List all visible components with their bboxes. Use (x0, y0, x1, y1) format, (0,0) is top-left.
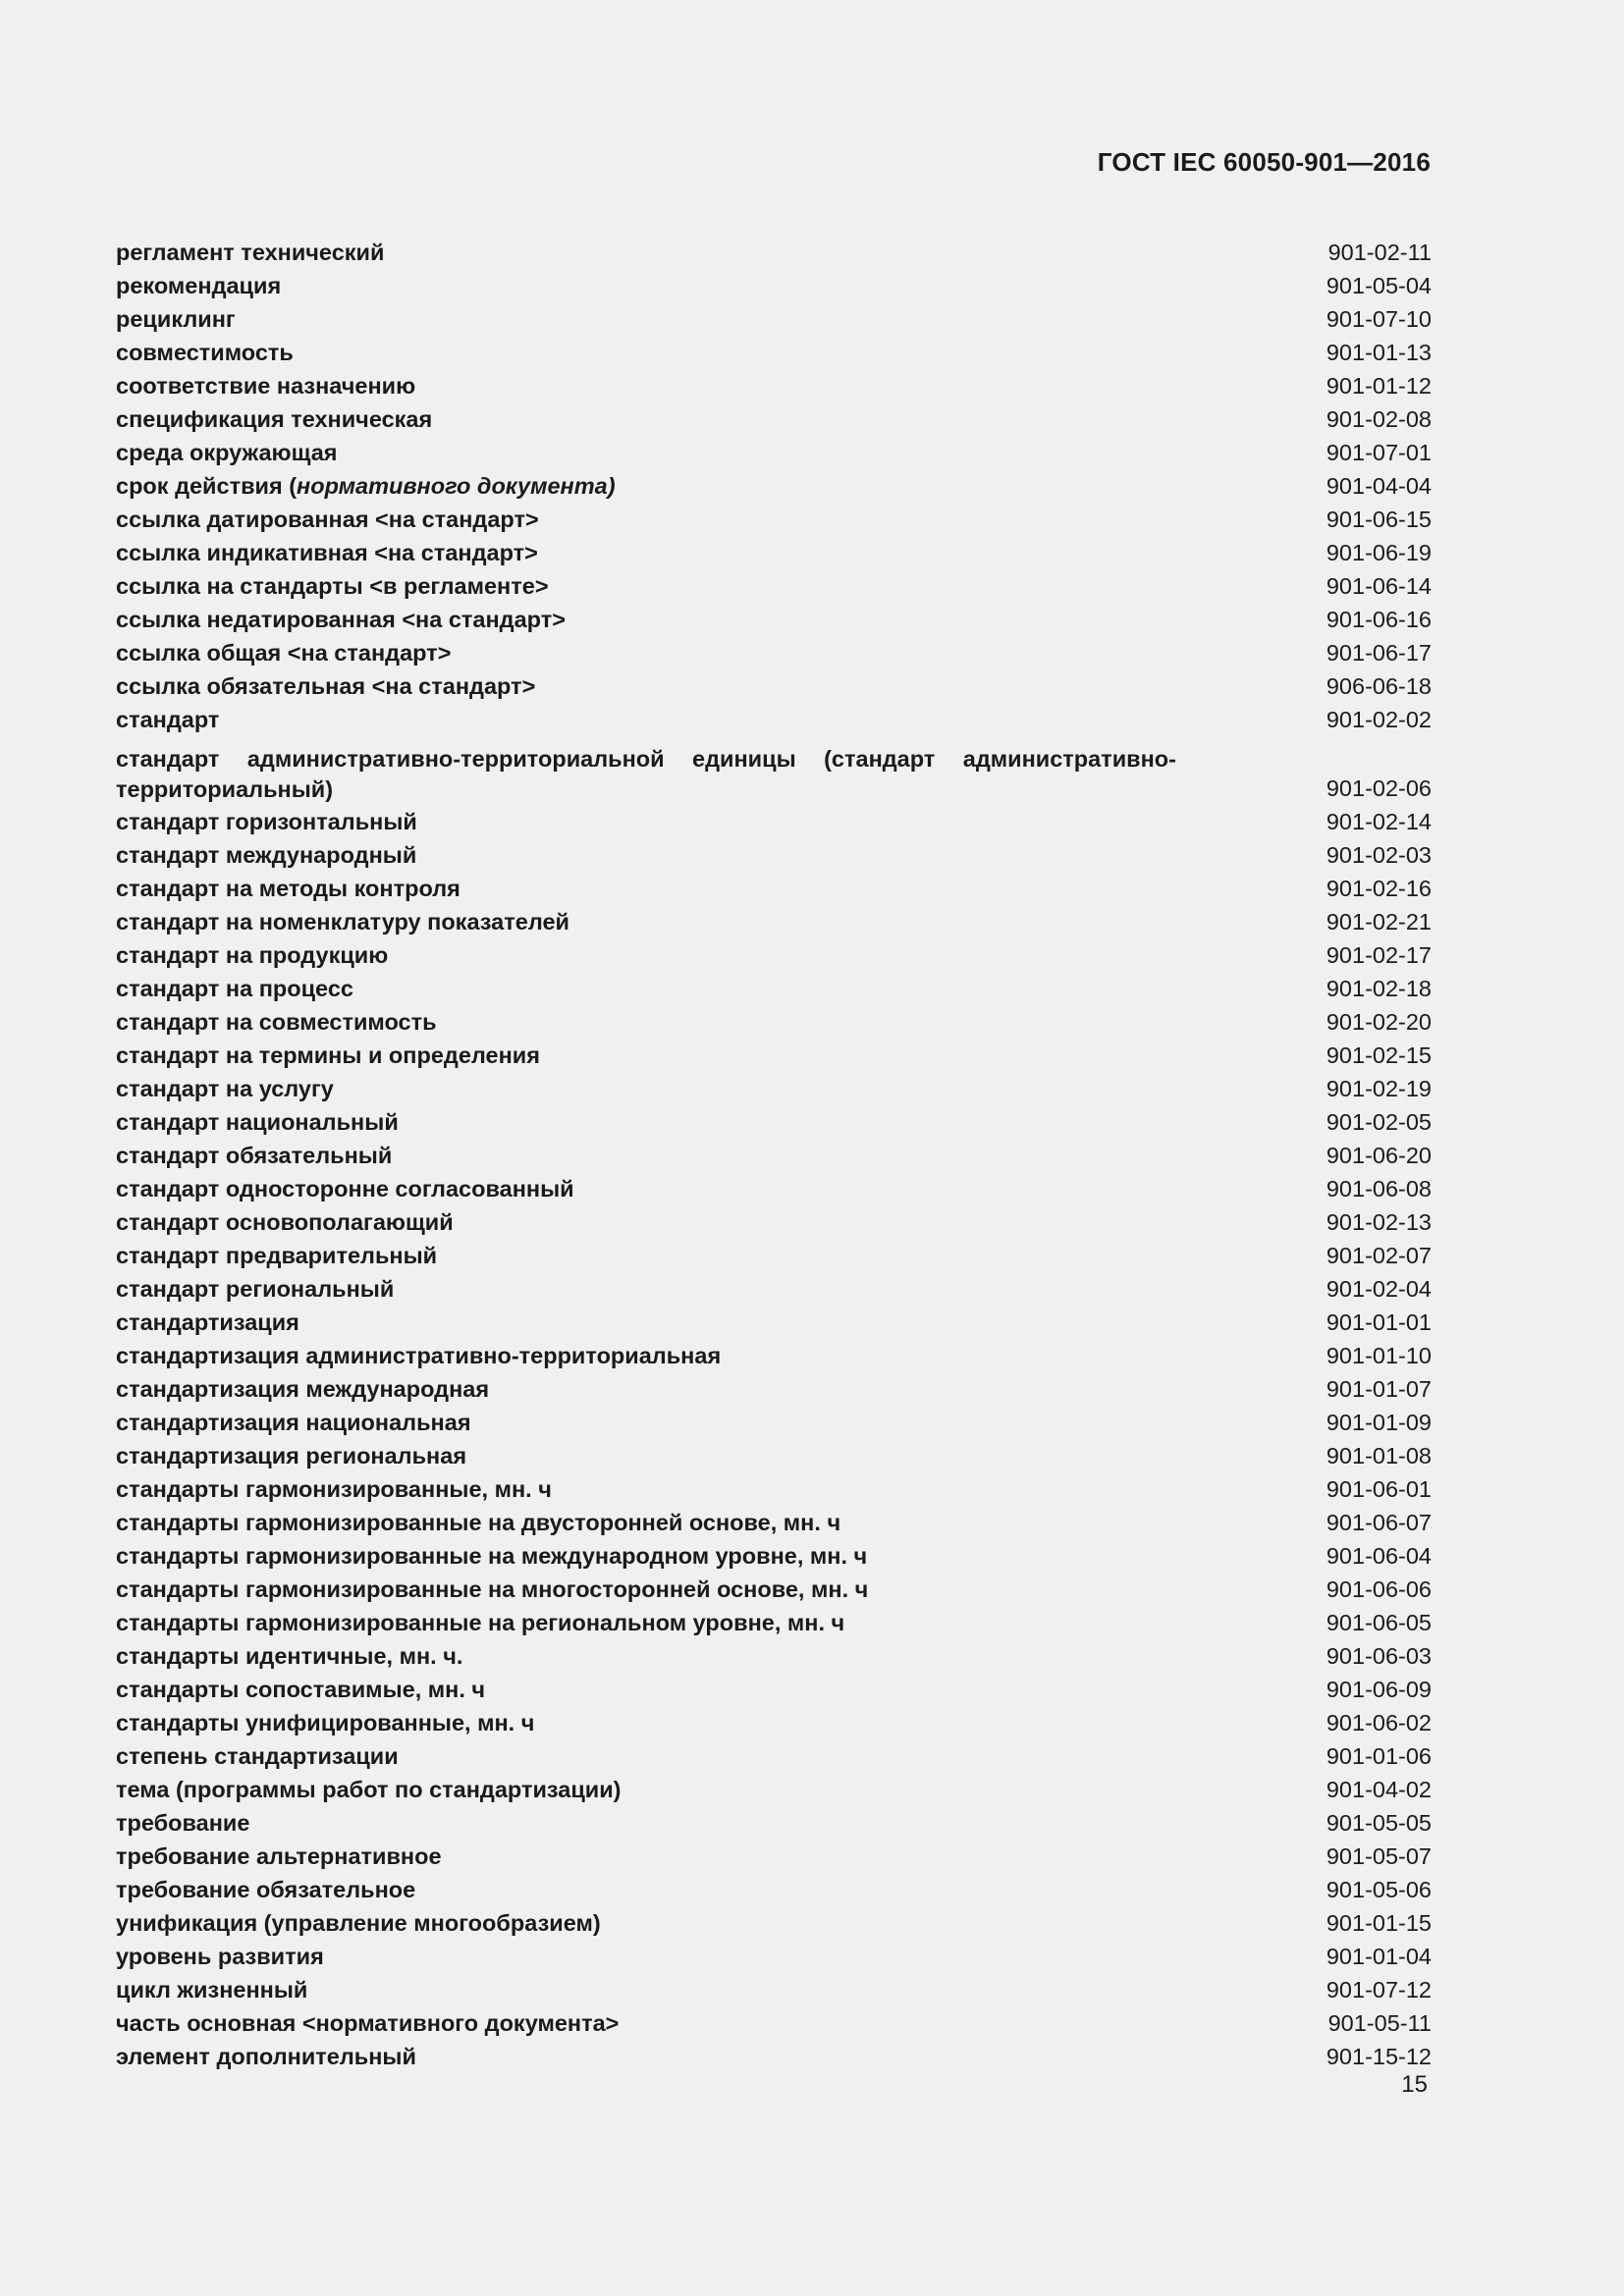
index-term (116, 636, 1176, 669)
index-entry (116, 736, 1432, 805)
index-term-text: стандарт односторонне согласованный (116, 1176, 574, 1201)
index-term (116, 1172, 1176, 1205)
index-term (116, 1139, 1176, 1172)
index-term-text: стандарты гармонизированные, мн. ч (116, 1476, 552, 1502)
index-entry (116, 1239, 1432, 1272)
index-entry (116, 503, 1432, 536)
index-code: 901-01-10 (1326, 1343, 1432, 1368)
index-term-text: срок действия ( (116, 473, 298, 499)
index-entry (116, 1573, 1432, 1606)
index-entry (116, 569, 1432, 603)
index-term (116, 972, 1176, 1005)
index-term (116, 603, 1176, 636)
index-code: 901-02-20 (1326, 1009, 1432, 1035)
index-entry (116, 1873, 1432, 1906)
index-code: 901-02-19 (1326, 1076, 1432, 1101)
index-entry (116, 669, 1432, 703)
index-term-text: стандарты гармонизированные на региональном уровне, мн. ч (116, 1610, 845, 1635)
index-term-text: элемент дополнительный (116, 2044, 416, 2069)
index-term-text: стандарт на услугу (116, 1076, 334, 1101)
index-code: 901-02-17 (1326, 942, 1432, 968)
index-term (116, 669, 1176, 703)
index-code: 901-04-02 (1326, 1777, 1432, 1802)
index-term (116, 1506, 1176, 1539)
index-term (116, 1906, 1176, 1940)
index-term (116, 1005, 1176, 1039)
index-term-text: стандарт на методы контроля (116, 876, 460, 901)
index-term (116, 1873, 1176, 1906)
index-term (116, 1239, 1176, 1272)
index-entry (116, 2040, 1432, 2073)
index-code: 901-05-04 (1326, 273, 1432, 298)
index-term (116, 1706, 1176, 1739)
index-code: 901-06-15 (1326, 507, 1432, 532)
index-term (116, 805, 1176, 838)
index-term-text: стандарт на номенклатуру показателей (116, 909, 569, 934)
index-term (116, 569, 1176, 603)
index-code: 901-02-07 (1326, 1243, 1432, 1268)
index-code: 901-06-14 (1326, 573, 1432, 599)
index-term (116, 703, 1176, 736)
index-code: 901-02-18 (1326, 976, 1432, 1001)
index-term (116, 736, 1176, 805)
index-term (116, 1806, 1176, 1840)
index-code: 901-06-17 (1326, 640, 1432, 666)
index-term-text: соответствие назначению (116, 373, 416, 399)
index-term-text: стандарты гармонизированные на многосторонней основе, мн. ч (116, 1576, 869, 1602)
index-code: 901-06-08 (1326, 1176, 1432, 1201)
index-term-text: требование альтернативное (116, 1843, 442, 1869)
index-entry (116, 1005, 1432, 1039)
index-term-text: стандарт национальный (116, 1109, 399, 1135)
index-term-text: стандарт на процесс (116, 976, 353, 1001)
index-term-text: уровень развития (116, 1944, 324, 1969)
index-term-text: стандарты гармонизированные на двусторонней основе, мн. ч (116, 1510, 841, 1535)
index-code: 901-06-09 (1326, 1677, 1432, 1702)
index-term-text: рекомендация (116, 273, 282, 298)
index-entry (116, 1940, 1432, 1973)
index-code: 901-06-02 (1326, 1710, 1432, 1735)
index-code: 901-02-08 (1326, 406, 1432, 432)
index-entry (116, 1840, 1432, 1873)
index-term-text: стандарт региональный (116, 1276, 395, 1302)
index-term-text: ссылка датированная <на стандарт> (116, 507, 539, 532)
index-entry (116, 1706, 1432, 1739)
index-term (116, 1072, 1176, 1105)
index-entry (116, 872, 1432, 905)
index-code: 901-05-06 (1326, 1877, 1432, 1902)
index-entry (116, 1606, 1432, 1639)
index-term-text: часть основная <нормативного документа> (116, 2010, 620, 2036)
index-term (116, 503, 1176, 536)
index-code: 901-06-07 (1326, 1510, 1432, 1535)
index-term (116, 1639, 1176, 1673)
index-code: 901-02-13 (1326, 1209, 1432, 1235)
index-term (116, 1739, 1176, 1773)
index-term (116, 1406, 1176, 1439)
index-entry (116, 1272, 1432, 1306)
index-term-text: стандарт горизонтальный (116, 809, 417, 834)
index-term (116, 1539, 1176, 1573)
index-code: 901-06-03 (1326, 1643, 1432, 1669)
index-code: 901-07-10 (1326, 306, 1432, 332)
index-term (116, 1439, 1176, 1472)
index-entry (116, 603, 1432, 636)
index-term-text: унификация (управление многообразием) (116, 1910, 601, 1936)
index-term-text: цикл жизненный (116, 1977, 308, 2002)
index-entry (116, 1205, 1432, 1239)
index-code: 901-01-04 (1326, 1944, 1432, 1969)
index-term-text: ссылка на стандарты <в регламенте> (116, 573, 549, 599)
index-entry (116, 1806, 1432, 1840)
index-term-text: ссылка обязательная <на стандарт> (116, 673, 536, 699)
index-term-text: среда окружающая (116, 440, 338, 465)
index-term (116, 1372, 1176, 1406)
index-term-text: ссылка общая <на стандарт> (116, 640, 452, 666)
index-term (116, 1105, 1176, 1139)
index-term (116, 469, 1176, 503)
index-entry (116, 1039, 1432, 1072)
index-entry (116, 972, 1432, 1005)
alphabetical-index (116, 236, 1432, 2073)
index-term-text: стандарт административно-территориальной единицы (стандарт административно-территориальный) (116, 746, 1176, 802)
index-code: 901-15-12 (1326, 2044, 1432, 2069)
index-entry (116, 436, 1432, 469)
index-entry (116, 703, 1432, 736)
index-term-text: стандарт основополагающий (116, 1209, 454, 1235)
index-entry (116, 1472, 1432, 1506)
page-number: 15 (1401, 2071, 1428, 2098)
index-code: 901-01-13 (1326, 340, 1432, 365)
index-code: 901-06-06 (1326, 1576, 1432, 1602)
index-code: 901-01-07 (1326, 1376, 1432, 1402)
index-term (116, 1272, 1176, 1306)
index-entry (116, 1639, 1432, 1673)
index-term-text: ссылка недатированная <на стандарт> (116, 607, 566, 632)
index-term-text: совместимость (116, 340, 294, 365)
index-entry (116, 2006, 1432, 2040)
index-term (116, 536, 1176, 569)
index-term-text: стандарты идентичные, мн. ч. (116, 1643, 463, 1669)
index-entry (116, 1973, 1432, 2006)
index-entry (116, 1139, 1432, 1172)
index-term-text: стандарт на совместимость (116, 1009, 437, 1035)
index-term-italic: нормативного документа) (297, 473, 616, 499)
index-term-text: стандарт на продукцию (116, 942, 389, 968)
index-code: 901-02-02 (1326, 707, 1432, 732)
index-entry (116, 1072, 1432, 1105)
index-term-text: стандартизация национальная (116, 1410, 471, 1435)
document-header (1098, 147, 1431, 178)
index-entry (116, 236, 1432, 269)
index-term-text: требование обязательное (116, 1877, 416, 1902)
index-entry (116, 1105, 1432, 1139)
index-code: 901-05-07 (1326, 1843, 1432, 1869)
index-code: 901-06-04 (1326, 1543, 1432, 1569)
index-code: 901-06-01 (1326, 1476, 1432, 1502)
index-term-text: рециклинг (116, 306, 236, 332)
index-entry (116, 938, 1432, 972)
index-term (116, 838, 1176, 872)
index-code: 901-06-05 (1326, 1610, 1432, 1635)
index-term-text: требование (116, 1810, 250, 1836)
index-term (116, 1673, 1176, 1706)
index-term (116, 1973, 1176, 2006)
index-term-text: стандарт обязательный (116, 1143, 393, 1168)
index-term (116, 1606, 1176, 1639)
index-term (116, 872, 1176, 905)
index-term-text: стандартизация региональная (116, 1443, 467, 1468)
index-code: 901-05-05 (1326, 1810, 1432, 1836)
index-entry (116, 838, 1432, 872)
index-code: 901-01-12 (1326, 373, 1432, 399)
index-code: 901-07-01 (1326, 440, 1432, 465)
index-code: 906-06-18 (1326, 673, 1432, 699)
index-term-text: стандарт предварительный (116, 1243, 438, 1268)
index-code: 901-02-06 (1326, 775, 1432, 801)
index-code: 901-04-04 (1326, 473, 1432, 499)
index-term-text: стандартизация административно-территориальная (116, 1343, 722, 1368)
index-entry (116, 805, 1432, 838)
index-entry (116, 336, 1432, 369)
index-term (116, 436, 1176, 469)
index-term (116, 302, 1176, 336)
index-code: 901-02-14 (1326, 809, 1432, 834)
index-entry (116, 1406, 1432, 1439)
index-entry (116, 1506, 1432, 1539)
index-term-text: стандартизация (116, 1309, 299, 1335)
index-term-text: регламент технический (116, 240, 385, 265)
index-code: 901-06-20 (1326, 1143, 1432, 1168)
index-term (116, 1306, 1176, 1339)
index-term-text: стандарты унифицированные, мн. ч (116, 1710, 535, 1735)
index-entry (116, 402, 1432, 436)
index-code: 901-02-04 (1326, 1276, 1432, 1302)
index-term-text: стандартизация международная (116, 1376, 490, 1402)
index-code: 901-02-03 (1326, 842, 1432, 868)
index-term (116, 236, 1176, 269)
index-term-text: стандарты гармонизированные на международном уровне, мн. ч (116, 1543, 868, 1569)
index-entry (116, 1539, 1432, 1573)
index-entry (116, 269, 1432, 302)
index-term-text: тема (программы работ по стандартизации) (116, 1777, 622, 1802)
index-code: 901-02-11 (1327, 240, 1432, 265)
index-term (116, 402, 1176, 436)
index-term (116, 1773, 1176, 1806)
index-term (116, 336, 1176, 369)
index-entry (116, 1739, 1432, 1773)
index-term (116, 905, 1176, 938)
index-term (116, 269, 1176, 302)
index-entry (116, 1773, 1432, 1806)
index-entry (116, 905, 1432, 938)
index-code: 901-06-16 (1326, 607, 1432, 632)
index-term (116, 2006, 1176, 2040)
index-code: 901-01-15 (1326, 1910, 1432, 1936)
index-term (116, 2040, 1176, 2073)
index-entry (116, 469, 1432, 503)
index-term-text: степень стандартизации (116, 1743, 399, 1769)
index-code: 901-02-21 (1326, 909, 1432, 934)
index-code: 901-02-05 (1326, 1109, 1432, 1135)
index-term (116, 1472, 1176, 1506)
standard-title: ГОСТ IEC 60050-901—2016 (1097, 147, 1431, 177)
index-entry (116, 1306, 1432, 1339)
index-term (116, 1039, 1176, 1072)
index-code: 901-06-19 (1326, 540, 1432, 565)
index-code: 901-01-09 (1326, 1410, 1432, 1435)
index-entry (116, 1906, 1432, 1940)
index-term (116, 938, 1176, 972)
index-entry (116, 369, 1432, 402)
index-entry (116, 1372, 1432, 1406)
index-code: 901-01-01 (1326, 1309, 1432, 1335)
index-code: 901-05-11 (1327, 2010, 1432, 2036)
index-term-text: стандарт (116, 707, 220, 732)
index-entry (116, 636, 1432, 669)
index-entry (116, 536, 1432, 569)
index-term-text: стандарты сопоставимые, мн. ч (116, 1677, 486, 1702)
index-term (116, 1573, 1176, 1606)
index-entry (116, 1673, 1432, 1706)
index-code: 901-01-08 (1326, 1443, 1432, 1468)
index-term-text: стандарт на термины и определения (116, 1042, 540, 1068)
index-code: 901-01-06 (1326, 1743, 1432, 1769)
index-entry (116, 302, 1432, 336)
index-term (116, 1339, 1176, 1372)
index-code: 901-07-12 (1326, 1977, 1432, 2002)
index-term-text: спецификация техническая (116, 406, 433, 432)
index-term (116, 1840, 1176, 1873)
index-entry (116, 1439, 1432, 1472)
index-entry (116, 1339, 1432, 1372)
index-term-text: ссылка индикативная <на стандарт> (116, 540, 538, 565)
index-term (116, 1205, 1176, 1239)
index-term (116, 1940, 1176, 1973)
index-entry (116, 1172, 1432, 1205)
index-code: 901-02-15 (1326, 1042, 1432, 1068)
index-term-text: стандарт международный (116, 842, 417, 868)
index-term (116, 369, 1176, 402)
index-code: 901-02-16 (1326, 876, 1432, 901)
